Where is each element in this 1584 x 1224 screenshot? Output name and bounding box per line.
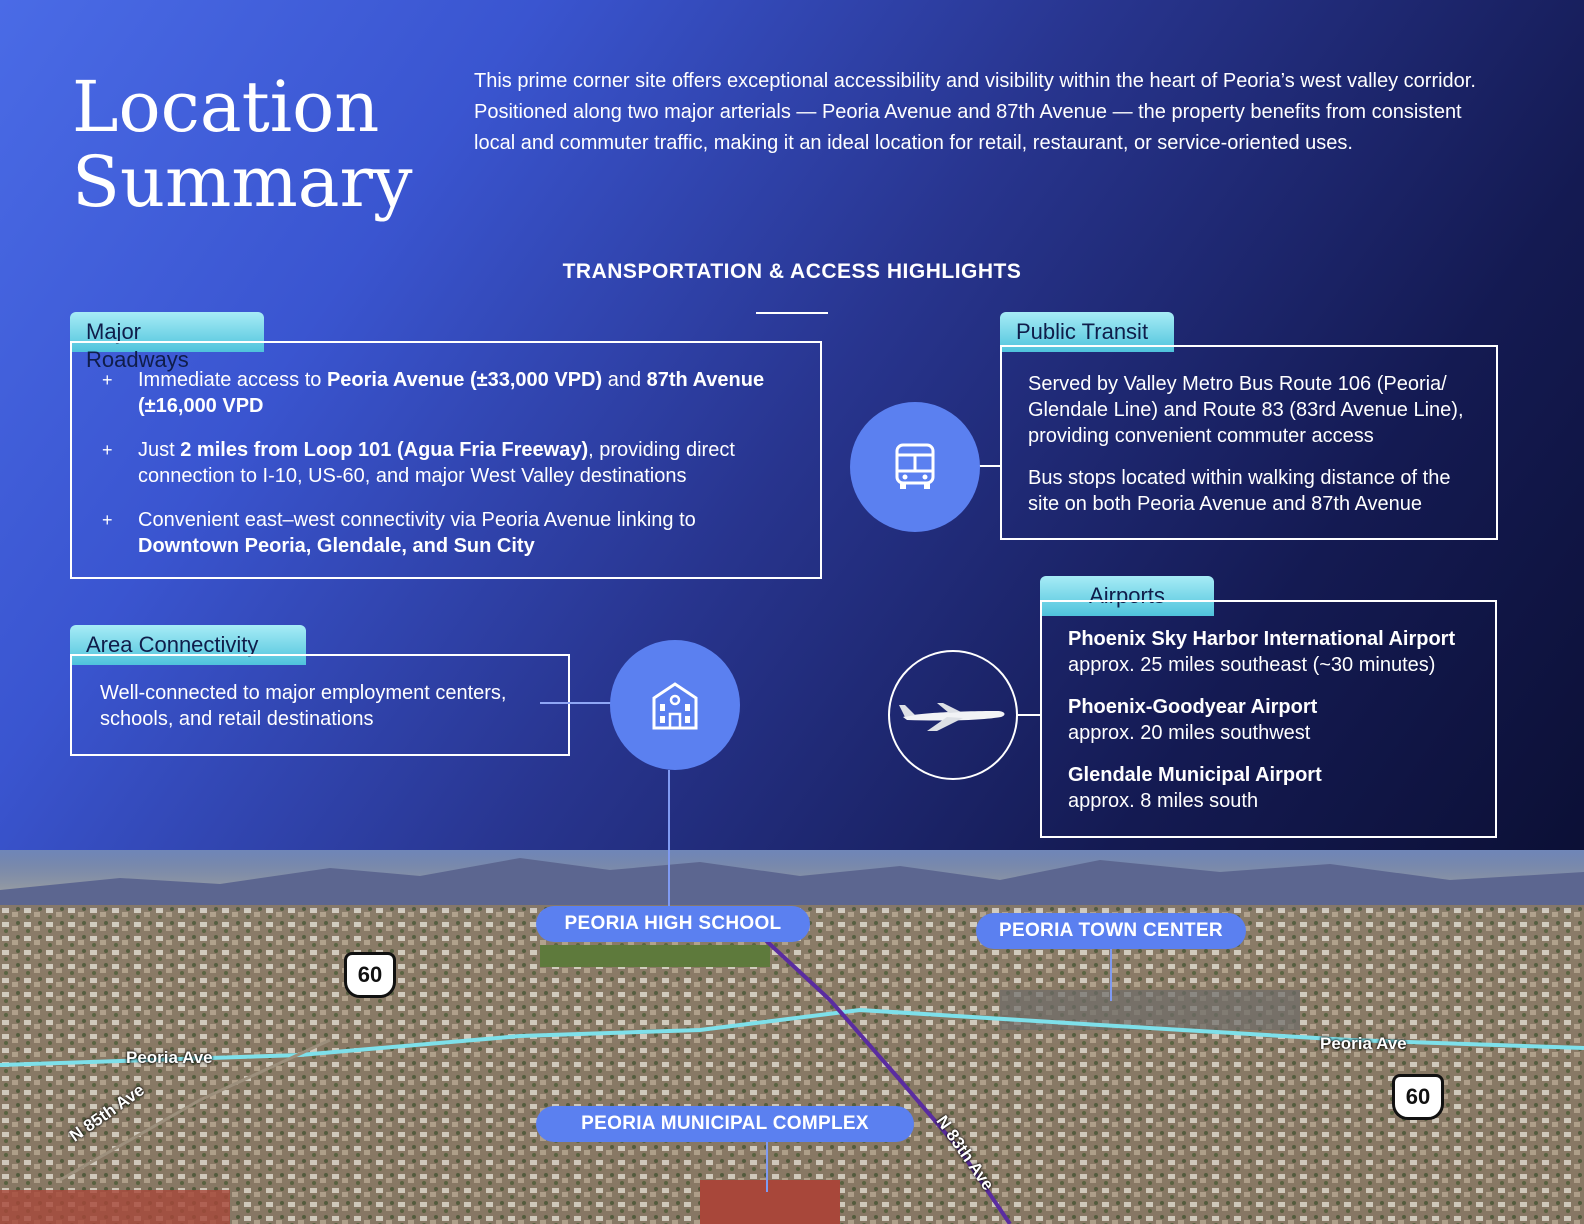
list-item <box>1068 762 1479 814</box>
title-line1: Location <box>72 66 380 148</box>
airports-list <box>1068 626 1479 830</box>
bullet-bold: 2 miles from Loop 101 (Agua Fria Freeway) <box>180 439 589 461</box>
airplane-icon-circle <box>888 650 1018 780</box>
connectivity-connector <box>540 702 612 704</box>
bullet-bold: Downtown Peoria, Glendale, and Sun City <box>138 535 535 557</box>
public-transit-tab: Public Transit <box>1000 312 1174 352</box>
transit-connector <box>978 465 1000 467</box>
bullet-text: Just <box>138 439 181 461</box>
municipal-roof <box>700 1180 840 1224</box>
municipal-connector <box>766 1142 768 1192</box>
bullet-text: and <box>602 369 647 391</box>
airports-box <box>1040 600 1497 838</box>
area-connectivity-tab: Area Connectivity <box>70 625 306 665</box>
n85th-ave-label: N 85th Ave <box>66 1080 148 1146</box>
list-item <box>102 437 800 489</box>
peoria-ave-label-right: Peoria Ave <box>1320 1034 1407 1053</box>
peoria-ave-label-left: Peoria Ave <box>126 1048 213 1067</box>
major-roadways-tab: Major Roadways <box>70 312 264 352</box>
public-transit-text <box>1028 371 1474 533</box>
area-connectivity-text: Well-connected to major employment centers, schools, and retail destinations <box>100 682 507 730</box>
section-heading: TRANSPORTATION & ACCESS HIGHLIGHTS <box>562 260 1022 283</box>
town-center-lot <box>1000 990 1300 1030</box>
major-roadways-list <box>102 367 800 577</box>
intro-paragraph: This prime corner site offers exceptional accessibility and visibility within the heart of Peoria’s west valley corridor. Positioned along two major arterials — Peoria Avenue and 87th Avenue — the property benefits from consistent local and commuter traffic, making it an ideal location for retail, restaurant, or service-oriented uses. <box>474 70 1476 154</box>
airplane-icon <box>897 695 1009 735</box>
peoria-high-school-label: PEORIA HIGH SCHOOL <box>536 906 810 942</box>
building-roof-left <box>0 1190 230 1224</box>
us60-shield-right: 60 <box>1392 1074 1444 1120</box>
plus-icon: + <box>102 370 113 390</box>
airports-connector <box>1018 714 1040 716</box>
transit-paragraph: Served by Valley Metro Bus Route 106 (Peoria/ Glendale Line) and Route 83 (83rd Avenue Line), providing convenient commuter access <box>1028 373 1464 447</box>
page-title <box>72 66 413 223</box>
n83th-ave-label: N 83th Ave <box>932 1112 998 1194</box>
airport-detail: approx. 25 miles southeast (~30 minutes) <box>1068 654 1436 676</box>
title-line2: Summary <box>72 141 413 223</box>
town-center-connector <box>1110 949 1112 1001</box>
airport-name: Glendale Municipal Airport <box>1068 764 1322 786</box>
major-roadways-box <box>70 341 822 579</box>
plus-icon: + <box>102 510 113 530</box>
bullet-text: , providing direct connection to I-10, US-60, and major West Valley destinations <box>138 439 735 487</box>
list-item <box>102 367 800 419</box>
plus-icon: + <box>102 440 113 460</box>
bus-icon <box>889 441 941 493</box>
list-item <box>1068 626 1479 678</box>
transit-paragraph: Bus stops located within walking distance of the site on both Peoria Avenue and 87th Avenue <box>1028 467 1451 515</box>
list-item <box>1068 694 1479 746</box>
bullet-text: Immediate access to <box>138 369 327 391</box>
us60-shield-left: 60 <box>344 952 396 998</box>
bullet-bold: Peoria Avenue (±33,000 VPD) <box>326 369 603 391</box>
school-field <box>540 945 770 967</box>
city-texture <box>0 905 1584 1224</box>
public-transit-box <box>1000 345 1498 540</box>
list-item <box>102 507 800 559</box>
area-connectivity-box <box>70 654 570 756</box>
heading-rule <box>756 312 828 314</box>
school-connector <box>668 770 670 912</box>
bullet-bold: 87th Avenue (±16,000 VPD <box>138 369 765 417</box>
bus-icon-circle <box>850 402 980 532</box>
airport-name: Phoenix-Goodyear Airport <box>1068 696 1318 718</box>
peoria-municipal-complex-label: PEORIA MUNICIPAL COMPLEX <box>536 1106 914 1142</box>
airport-detail: approx. 20 miles southwest <box>1068 722 1311 744</box>
airport-detail: approx. 8 miles south <box>1068 790 1259 812</box>
building-icon <box>648 678 702 732</box>
airport-name: Phoenix Sky Harbor International Airport <box>1068 628 1456 650</box>
building-icon-circle <box>610 640 740 770</box>
airports-tab: Airports <box>1040 576 1214 616</box>
bullet-text: Convenient east–west connectivity via Peoria Avenue linking to <box>138 509 696 531</box>
peoria-town-center-label: PEORIA TOWN CENTER <box>976 913 1246 949</box>
